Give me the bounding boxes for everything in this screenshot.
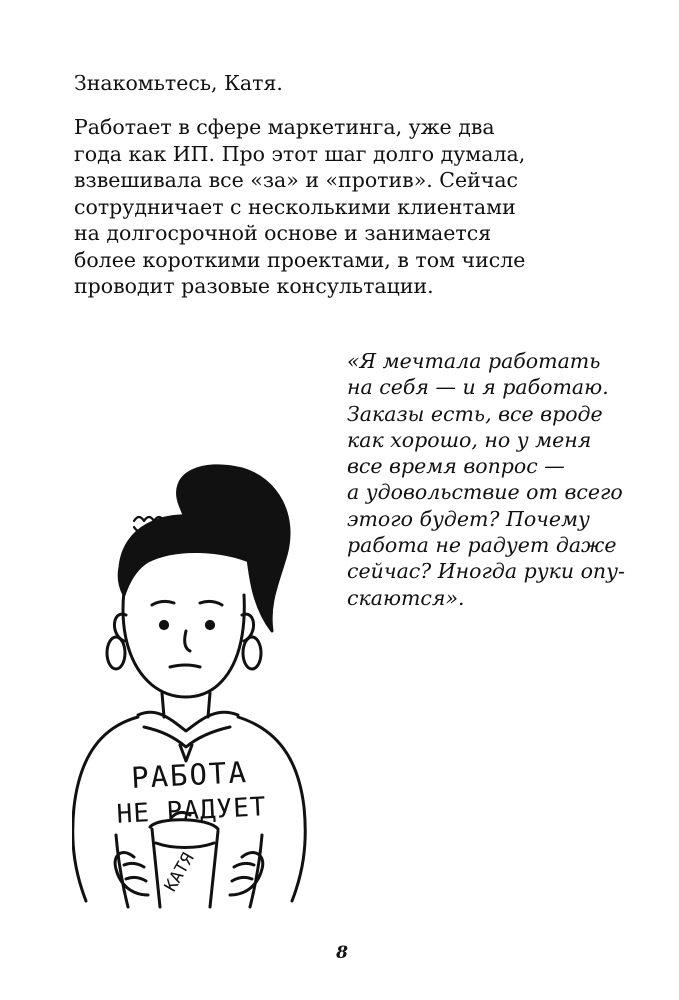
hair-top — [119, 516, 254, 595]
intro-line: на долгосрочной основе и занимается — [74, 221, 492, 245]
quote-line: «Я мечтала работать — [347, 349, 601, 373]
quote-line: все время вопрос — — [347, 454, 565, 479]
quote-paragraph — [347, 348, 647, 611]
intro-line: Работает в сфере маркетинга, уже два — [74, 115, 495, 139]
intro-line: проводит разовые консультации. — [74, 274, 434, 298]
cup-label: КАТЯ — [160, 849, 199, 896]
quote-line: как хорошо, но у меня — [347, 427, 592, 452]
intro-paragraph — [74, 114, 634, 300]
intro-line: сотрудничает с несколькими клиентами — [74, 194, 516, 219]
quote-line: работа не радует даже — [347, 533, 617, 558]
quote-line: а удовольствие от всего — [347, 480, 623, 505]
quote-line: Заказы есть, все вроде — [347, 401, 603, 426]
intro-line: взвешивала все «за» и «против». Сейчас — [74, 168, 519, 192]
page-number: 8 — [336, 943, 348, 963]
shirt-text-line-2: НЕ РАДУЕТ — [115, 792, 268, 830]
quote-line: скаются». — [347, 585, 465, 610]
shirt-text-line-1: РАБОТА — [130, 754, 249, 796]
intro-line: года как ИП. Про этот шаг долго думала, — [74, 141, 526, 166]
quote-line: на себя — и я работаю. — [347, 375, 609, 400]
quote-line: сейчас? Иногда руки опу- — [347, 559, 625, 584]
greeting: Знакомьтесь, Катя. — [74, 71, 283, 95]
woman-with-coffee-cup-icon — [72, 455, 312, 915]
intro-line: более короткими проектами, в том числе — [74, 247, 526, 272]
quote-line: этого будет? Почему — [347, 506, 590, 531]
